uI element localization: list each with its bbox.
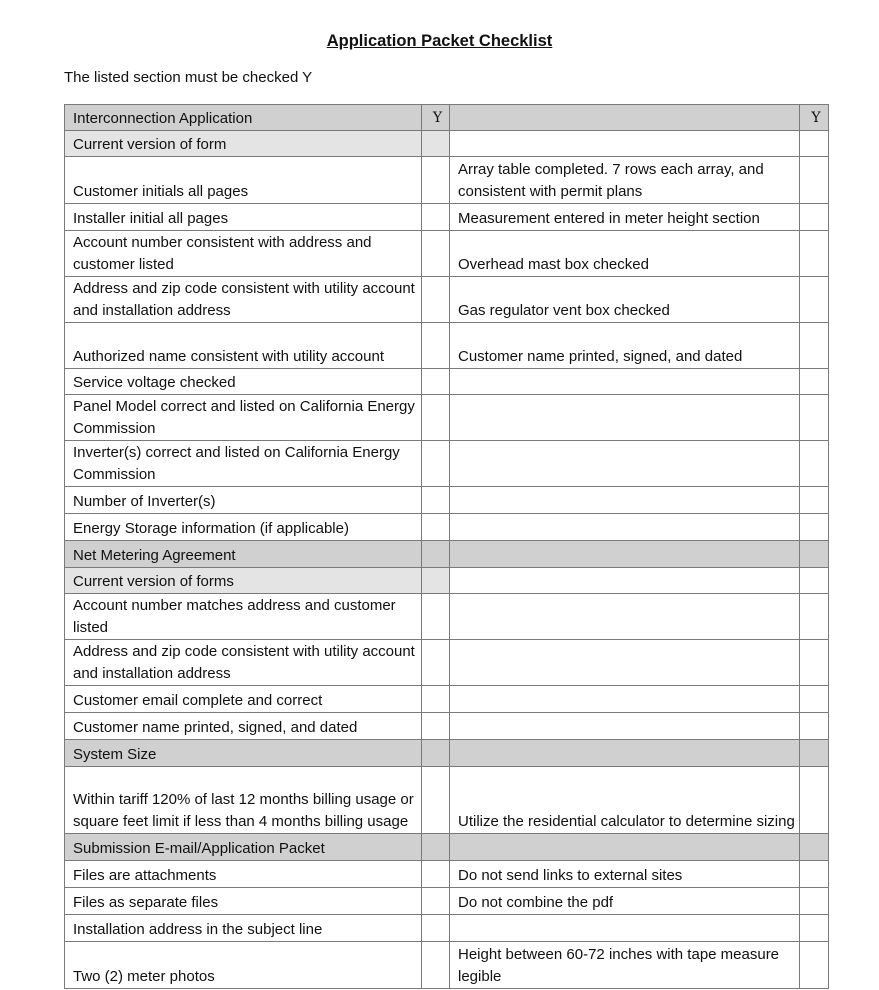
table-row: [65, 395, 829, 441]
note-cell: Measurement entered in meter height section: [450, 204, 800, 231]
requirement-cell: Files are attachments: [65, 861, 422, 888]
check-cell[interactable]: [800, 204, 829, 231]
note-cell: [450, 594, 800, 640]
table-row: [65, 888, 829, 915]
section-heading: Submission E-mail/Application Packet: [65, 834, 422, 861]
check-cell[interactable]: [800, 369, 829, 395]
check-cell[interactable]: [422, 231, 450, 277]
check-cell[interactable]: [422, 568, 450, 594]
check-cell[interactable]: [422, 514, 450, 541]
check-cell[interactable]: [422, 157, 450, 204]
check-cell[interactable]: [422, 487, 450, 514]
check-cell[interactable]: [800, 323, 829, 369]
instruction-text: The listed section must be checked Y: [64, 69, 313, 86]
note-cell: Utilize the residential calculator to determine sizing: [450, 767, 800, 834]
table-row: [65, 231, 829, 277]
check-cell: [800, 740, 829, 767]
requirement-cell: Installer initial all pages: [65, 204, 422, 231]
table-row: [65, 157, 829, 204]
table-row: [65, 323, 829, 369]
table-row: [65, 861, 829, 888]
check-cell: [800, 541, 829, 568]
check-cell[interactable]: [422, 131, 450, 157]
note-cell: Array table completed. 7 rows each array, and consistent with permit plans: [450, 157, 800, 204]
section-heading: System Size: [65, 740, 422, 767]
check-cell[interactable]: [800, 942, 829, 989]
note-cell: Gas regulator vent box checked: [450, 277, 800, 323]
check-cell[interactable]: [422, 395, 450, 441]
requirement-cell: Account number consistent with address and customer listed: [65, 231, 422, 277]
check-cell[interactable]: [422, 369, 450, 395]
check-cell[interactable]: [800, 888, 829, 915]
check-cell[interactable]: [422, 713, 450, 740]
note-cell: [450, 395, 800, 441]
note-cell: [450, 514, 800, 541]
check-column-header: Y: [800, 105, 829, 131]
table-row: [65, 487, 829, 514]
check-cell[interactable]: [800, 640, 829, 686]
check-cell[interactable]: [422, 441, 450, 487]
note-cell: [450, 713, 800, 740]
note-cell: [450, 686, 800, 713]
requirement-cell: Inverter(s) correct and listed on California Energy Commission: [65, 441, 422, 487]
requirement-cell: Customer initials all pages: [65, 157, 422, 204]
requirement-cell: Current version of forms: [65, 568, 422, 594]
check-cell[interactable]: [422, 204, 450, 231]
check-cell[interactable]: [422, 686, 450, 713]
requirement-cell: Address and zip code consistent with utility account and installation address: [65, 640, 422, 686]
table-row: [65, 568, 829, 594]
table-row: [65, 277, 829, 323]
table-row: [65, 713, 829, 740]
note-cell: Customer name printed, signed, and dated: [450, 323, 800, 369]
page-title: Application Packet Checklist: [326, 32, 553, 50]
section-row: [65, 834, 829, 861]
check-cell[interactable]: [422, 767, 450, 834]
check-cell[interactable]: [800, 767, 829, 834]
table-row: [65, 686, 829, 713]
check-cell[interactable]: [422, 888, 450, 915]
note-cell: [450, 834, 800, 861]
check-cell[interactable]: [422, 915, 450, 942]
check-cell[interactable]: [422, 323, 450, 369]
note-cell: [450, 915, 800, 942]
requirement-cell: Files as separate files: [65, 888, 422, 915]
checklist-table: [64, 104, 829, 989]
requirement-cell: Number of Inverter(s): [65, 487, 422, 514]
check-cell[interactable]: [800, 131, 829, 157]
check-cell[interactable]: [800, 915, 829, 942]
check-cell[interactable]: [422, 861, 450, 888]
requirement-cell: Installation address in the subject line: [65, 915, 422, 942]
requirement-cell: Address and zip code consistent with utility account and installation address: [65, 277, 422, 323]
check-cell[interactable]: [800, 487, 829, 514]
note-cell: Do not send links to external sites: [450, 861, 800, 888]
table-row: [65, 514, 829, 541]
table-row: [65, 915, 829, 942]
check-cell[interactable]: [800, 395, 829, 441]
check-cell[interactable]: [800, 441, 829, 487]
check-cell[interactable]: [800, 231, 829, 277]
section-heading-right: [450, 105, 800, 131]
section-row: [65, 541, 829, 568]
requirement-cell: Customer name printed, signed, and dated: [65, 713, 422, 740]
check-cell[interactable]: [800, 713, 829, 740]
note-cell: [450, 131, 800, 157]
section-row: [65, 740, 829, 767]
check-cell: [422, 541, 450, 568]
requirement-cell: Panel Model correct and listed on California Energy Commission: [65, 395, 422, 441]
check-cell[interactable]: [800, 861, 829, 888]
table-row: [65, 369, 829, 395]
note-cell: [450, 441, 800, 487]
check-cell[interactable]: [422, 277, 450, 323]
check-cell: [800, 834, 829, 861]
requirement-cell: Energy Storage information (if applicable): [65, 514, 422, 541]
note-cell: [450, 369, 800, 395]
requirement-cell: Customer email complete and correct: [65, 686, 422, 713]
requirement-cell: Within tariff 120% of last 12 months billing usage or square feet limit if less than 4 months billing usage: [65, 767, 422, 834]
note-cell: [450, 568, 800, 594]
table-row: [65, 131, 829, 157]
check-cell[interactable]: [800, 686, 829, 713]
note-cell: [450, 740, 800, 767]
check-cell[interactable]: [800, 594, 829, 640]
check-cell[interactable]: [800, 277, 829, 323]
note-cell: [450, 541, 800, 568]
check-cell: [422, 740, 450, 767]
requirement-cell: Account number matches address and customer listed: [65, 594, 422, 640]
note-cell: Do not combine the pdf: [450, 888, 800, 915]
table-row: [65, 594, 829, 640]
section-heading: Net Metering Agreement: [65, 541, 422, 568]
note-cell: [450, 640, 800, 686]
check-cell[interactable]: [422, 594, 450, 640]
requirement-cell: Service voltage checked: [65, 369, 422, 395]
check-cell[interactable]: [800, 157, 829, 204]
requirement-cell: Current version of form: [65, 131, 422, 157]
table-row: [65, 942, 829, 989]
check-cell[interactable]: [800, 514, 829, 541]
table-row: [65, 441, 829, 487]
table-row: [65, 204, 829, 231]
note-cell: Overhead mast box checked: [450, 231, 800, 277]
check-cell[interactable]: [422, 942, 450, 989]
check-column-header: Y: [422, 105, 450, 131]
requirement-cell: Authorized name consistent with utility account: [65, 323, 422, 369]
requirement-cell: Two (2) meter photos: [65, 942, 422, 989]
note-cell: [450, 487, 800, 514]
section-heading: Interconnection Application: [65, 105, 422, 131]
table-header-row: [65, 105, 829, 131]
check-cell: [422, 834, 450, 861]
check-cell[interactable]: [422, 640, 450, 686]
table-row: [65, 640, 829, 686]
table-row: [65, 767, 829, 834]
check-cell[interactable]: [800, 568, 829, 594]
note-cell: Height between 60-72 inches with tape measure legible: [450, 942, 800, 989]
